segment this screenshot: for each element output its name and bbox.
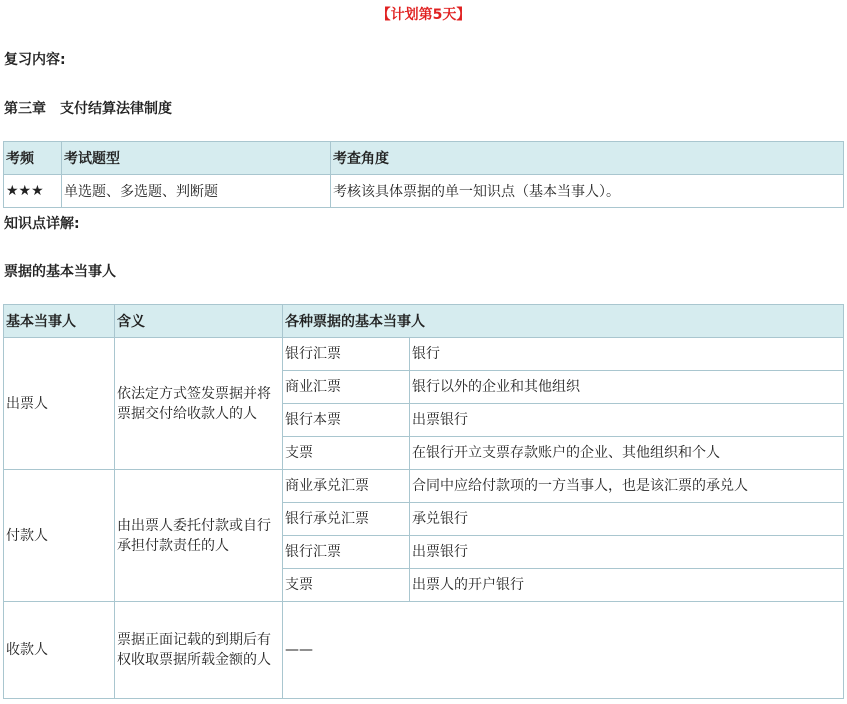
bill-type: 支票 <box>283 437 410 470</box>
bill-type: 支票 <box>283 569 410 602</box>
bill-parties-table <box>3 304 844 699</box>
bill-party: 出票银行 <box>410 404 844 437</box>
table-row <box>4 338 844 371</box>
drawer-meaning: 依法定方式签发票据并将票据交付给收款人的人 <box>115 338 283 470</box>
drawer-name: 出票人 <box>4 338 115 470</box>
frequency-stars: ★★★ <box>4 175 62 208</box>
bill-type: 商业汇票 <box>283 371 410 404</box>
header-frequency: 考频 <box>4 142 62 175</box>
bill-type: 银行本票 <box>283 404 410 437</box>
chapter-title: 第三章 支付结算法律制度 <box>4 101 172 117</box>
header-meaning: 含义 <box>115 305 283 338</box>
table-row <box>4 175 844 208</box>
payee-note: —— <box>283 602 844 699</box>
bill-party: 在银行开立支票存款账户的企业、其他组织和个人 <box>410 437 844 470</box>
header-bill-parties: 各种票据的基本当事人 <box>283 305 844 338</box>
bill-party: 合同中应给付款项的一方当事人，也是该汇票的承兑人 <box>410 470 844 503</box>
bill-type: 商业承兑汇票 <box>283 470 410 503</box>
header-question-types: 考试题型 <box>62 142 331 175</box>
bill-type: 银行承兑汇票 <box>283 503 410 536</box>
bill-party: 承兑银行 <box>410 503 844 536</box>
header-party: 基本当事人 <box>4 305 115 338</box>
payer-name: 付款人 <box>4 470 115 602</box>
table-row <box>4 470 844 503</box>
payer-meaning: 由出票人委托付款或自行承担付款责任的人 <box>115 470 283 602</box>
section-title: 票据的基本当事人 <box>4 264 116 280</box>
bill-party: 出票人的开户银行 <box>410 569 844 602</box>
bill-type: 银行汇票 <box>283 338 410 371</box>
exam-angle: 考核该具体票据的单一知识点（基本当事人）。 <box>331 175 844 208</box>
exam-frequency-table <box>3 141 844 208</box>
table-header-row <box>4 305 844 338</box>
bill-party: 出票银行 <box>410 536 844 569</box>
knowledge-label: 知识点详解: <box>4 216 80 232</box>
header-angle: 考查角度 <box>331 142 844 175</box>
bill-party: 银行以外的企业和其他组织 <box>410 371 844 404</box>
review-label: 复习内容: <box>4 52 66 68</box>
bill-type: 银行汇票 <box>283 536 410 569</box>
table-row <box>4 602 844 699</box>
question-types: 单选题、多选题、判断题 <box>62 175 331 208</box>
bill-party: 银行 <box>410 338 844 371</box>
plan-title: 【计划第5天】 <box>376 7 471 23</box>
payee-name: 收款人 <box>4 602 115 699</box>
table-header-row <box>4 142 844 175</box>
payee-meaning: 票据正面记载的到期后有权收取票据所载金额的人 <box>115 602 283 699</box>
